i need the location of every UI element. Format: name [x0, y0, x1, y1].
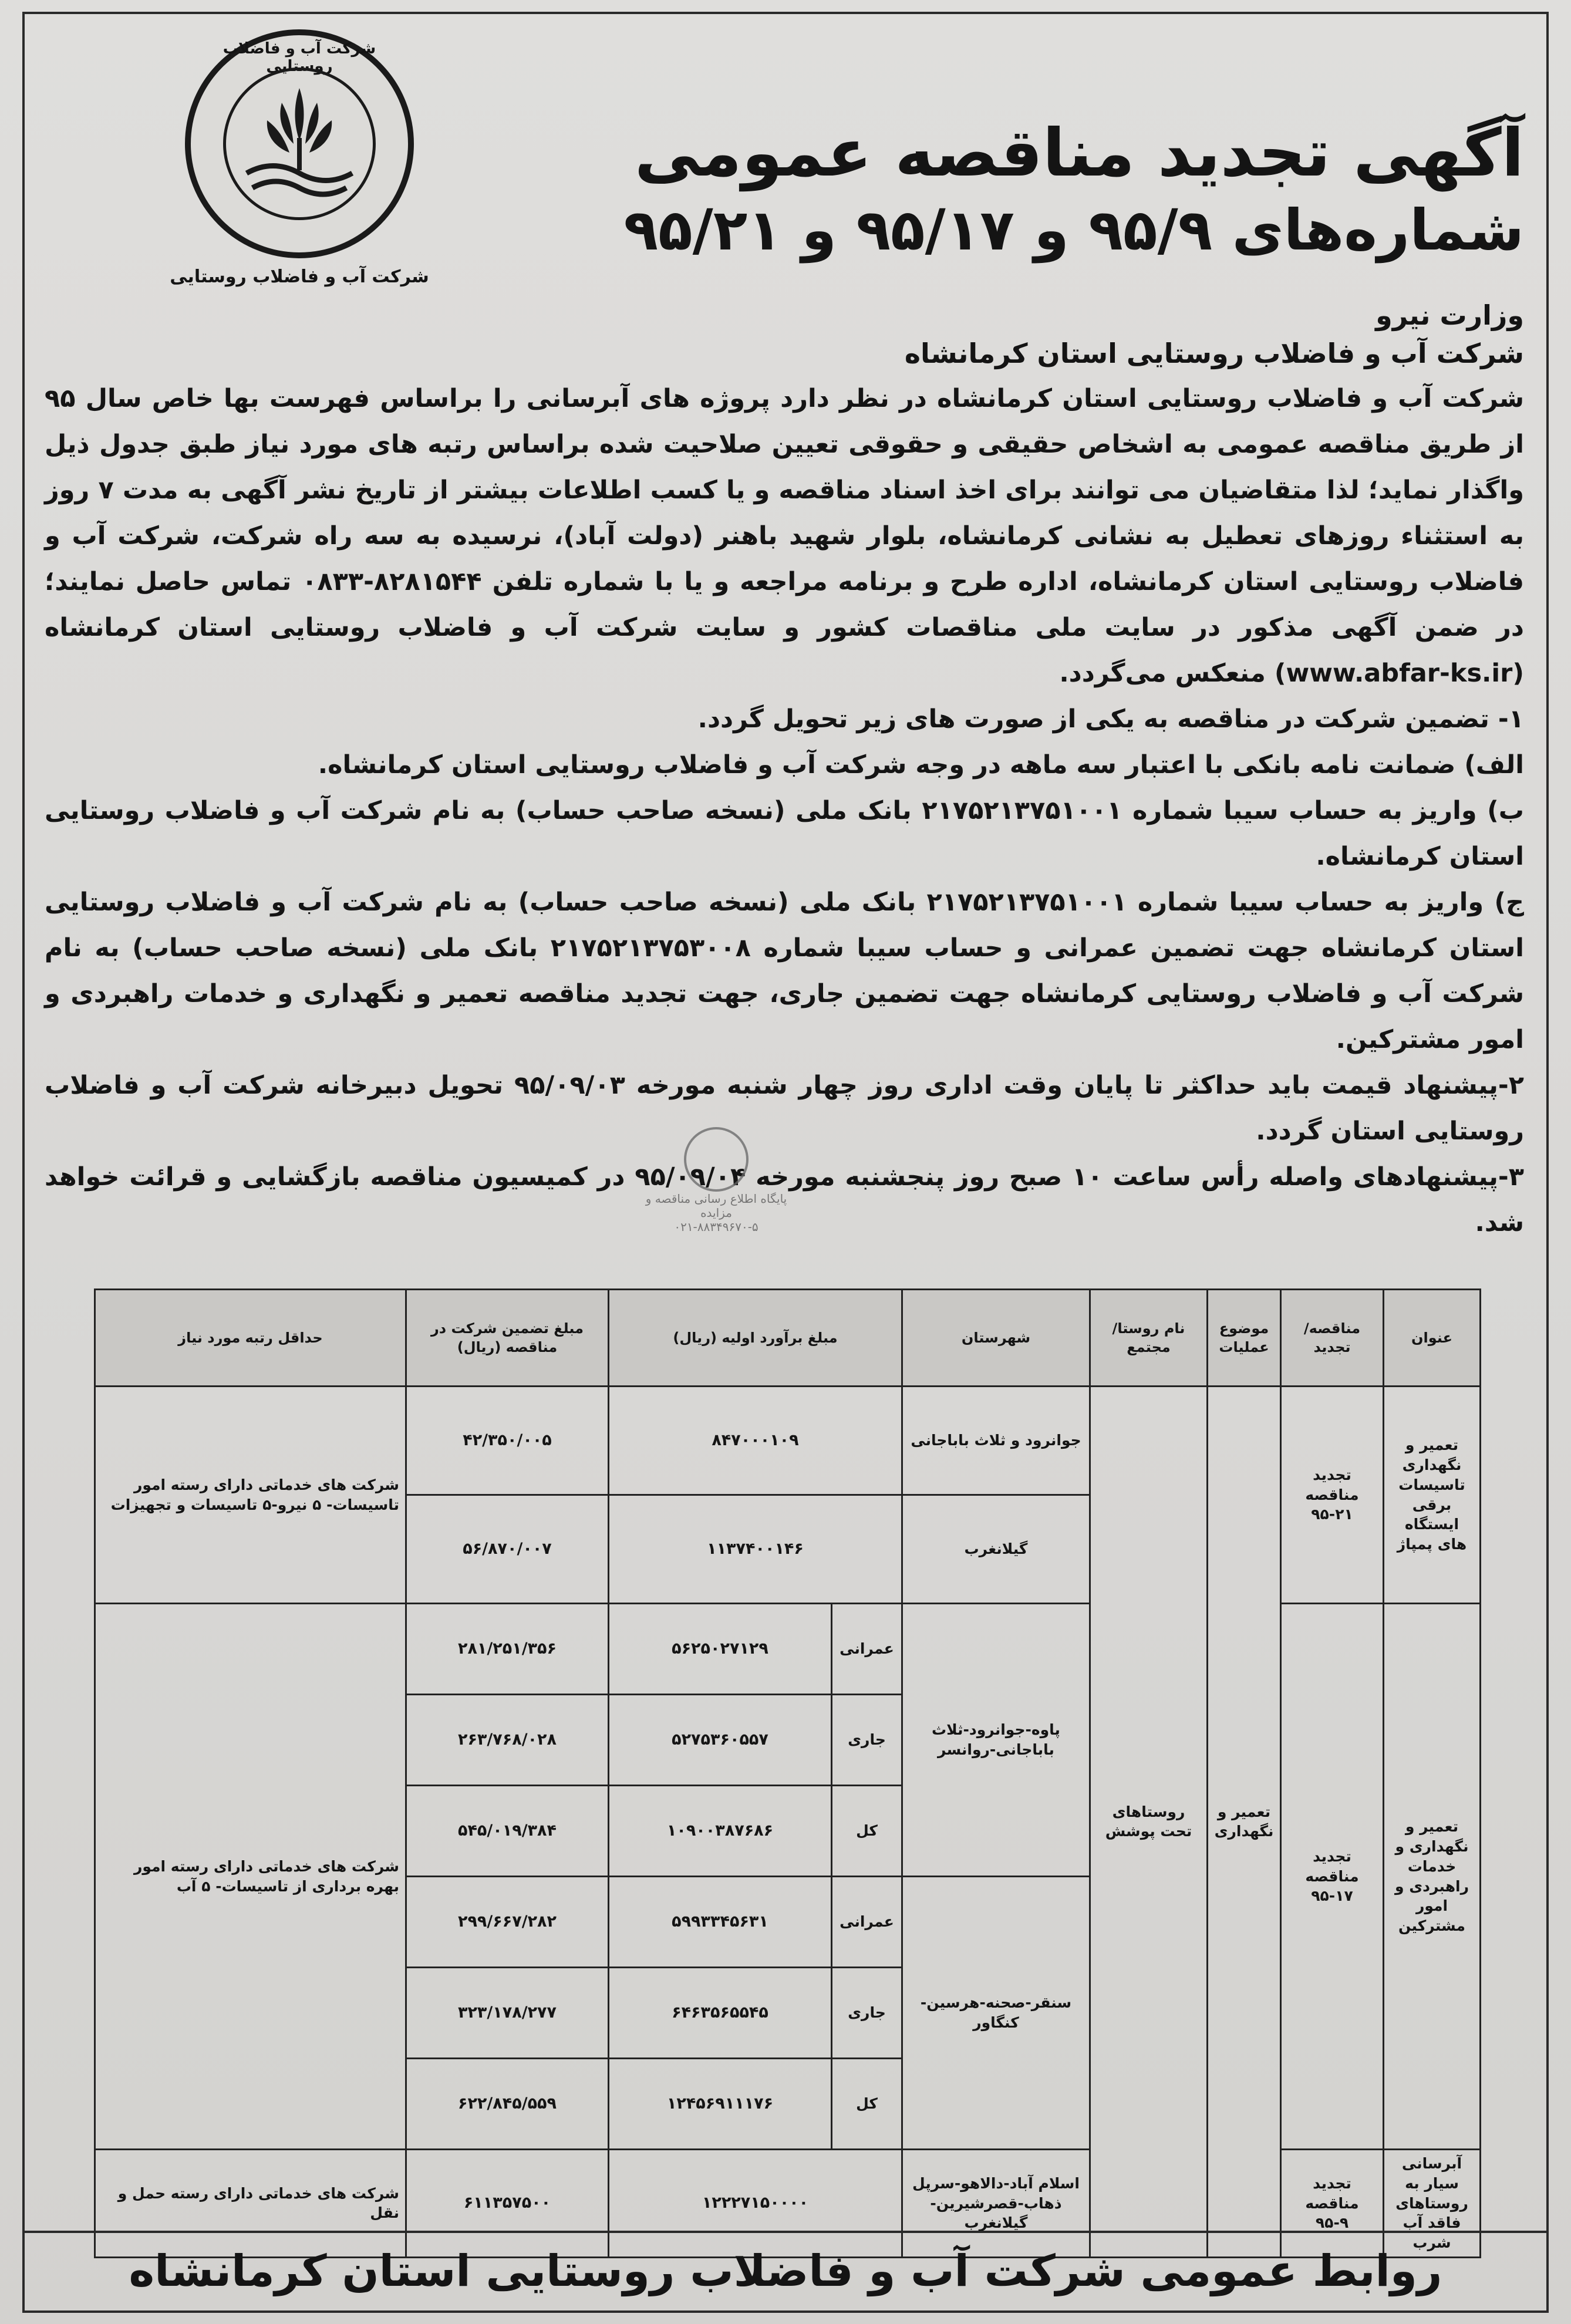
stamp-seal-icon: [684, 1127, 749, 1192]
header-tender: مناقصه/تجدید: [1281, 1290, 1384, 1387]
g2-estimate-3: ۱۰۹۰۰۳۸۷۶۸۶: [609, 1786, 832, 1877]
g1-county-1: جوانرود و ثلاث باباجانی: [902, 1387, 1090, 1495]
g3-county: اسلام آباد-دالاهو-سرپل ذهاب-قصرشیرین-گیلانغرب: [902, 2150, 1090, 2258]
g2-county-2: سنقر-صحنه-هرسین-کنگاور: [902, 1877, 1090, 2150]
g1-rank: شرکت های خدماتی دارای رسته امور تاسیسات- ۵ نیرو-۵ تاسیسات و تجهیزات: [95, 1387, 406, 1604]
g2-guarantee-1: ۲۸۱/۲۵۱/۳۵۶: [406, 1604, 609, 1695]
g2-type-4: عمرانی: [832, 1877, 902, 1968]
condition-1b: ب) واریز به حساب سیبا شماره ۲۱۷۵۲۱۳۷۵۱۰۰۱ بانک ملی (نسخه صاحب حساب) به نام شرکت آب و فاضلاب روستایی استان کرمانشاه.: [45, 796, 1524, 871]
condition-2: ۲-پیشنهاد قیمت باید حداکثر تا پایان وقت اداری روز چهار شنبه مورخه ۹۵/۰۹/۰۳ تحویل دبیرخانه شرکت آب و فاضلاب روستایی استان گردد.: [45, 1071, 1524, 1146]
g1-estimate-1: ۸۴۷۰۰۰۱۰۹: [609, 1387, 902, 1495]
g2-estimate-2: ۵۲۷۵۳۶۰۵۵۷: [609, 1695, 832, 1786]
header-operation: موضوع عملیات: [1208, 1290, 1281, 1387]
watermark-stamp: [640, 1127, 793, 1233]
g2-guarantee-2: ۲۶۳/۷۶۸/۰۲۸: [406, 1695, 609, 1786]
g2-guarantee-5: ۳۲۳/۱۷۸/۲۷۷: [406, 1968, 609, 2059]
g1-guarantee-2: ۵۶/۸۷۰/۰۰۷: [406, 1495, 609, 1604]
g2-village: روستاهای تحت پوشش: [1090, 1387, 1208, 2258]
company-logo: [159, 29, 440, 299]
g2-guarantee-3: ۵۴۵/۰۱۹/۳۸۴: [406, 1786, 609, 1877]
g1-guarantee-1: ۴۲/۳۵۰/۰۰۵: [406, 1387, 609, 1495]
g3-subject: آبرسانی سیار به روستاهای فاقد آب شرب: [1384, 2150, 1481, 2258]
company-name: شرکت آب و فاضلاب روستایی استان کرمانشاه: [904, 338, 1524, 369]
g2-estimate-5: ۶۴۶۳۵۶۵۵۴۵: [609, 1968, 832, 2059]
tender-table: [94, 1289, 1481, 2258]
stamp-line-2: ۰۲۱-۸۸۳۴۹۶۷۰-۵: [674, 1220, 758, 1234]
condition-1c: ج) واریز به حساب سیبا شماره ۲۱۷۵۲۱۳۷۵۱۰۰۱ بانک ملی (نسخه صاحب حساب) به نام شرکت آب و فاضلاب روستایی استان کرمانشاه جهت تضمین عمرانی و حساب سیبا شماره ۲۱۷۵۲۱۳۷۵۳۰۰۸ بانک ملی (نسخه صاحب حساب) به نام شرکت آب و فاضلاب روستایی کرمانشاه جهت تضمین جاری، جهت تجدید مناقصه تعمیر و نگهداری و خدمات راهبردی و امور مشترکین.: [45, 888, 1524, 1054]
header-rank: حداقل رتبه مورد نیاز: [95, 1290, 406, 1387]
g3-guarantee: ۶۱۱۳۵۷۵۰۰: [406, 2150, 609, 2258]
g2-rank: شرکت های خدماتی دارای رسته امور بهره برداری از تاسیسات- ۵ آب: [95, 1604, 406, 2150]
g3-tender: تجدید مناقصه ۹-۹۵: [1281, 2150, 1384, 2258]
condition-1a: الف) ضمانت نامه بانکی با اعتبار سه ماهه در وجه شرکت آب و فاضلاب روستایی استان کرمانشاه.: [318, 750, 1524, 780]
condition-3: ۳-پیشنهادهای واصله رأس ساعت ۱۰ صبح روز پنجشنبه مورخه ۹۵/۰۹/۰۴ در کمیسیون مناقصه بازگشایی و قرائت خواهد شد.: [45, 1162, 1524, 1237]
header-subject: عنوان: [1384, 1290, 1481, 1387]
table-header-row: [95, 1290, 1481, 1387]
intro-paragraph: شرکت آب و فاضلاب روستایی استان کرمانشاه در نظر دارد پروژه های آبرسانی را براساس فهرست بها خاص سال ۹۵ از طریق مناقصه عمومی به اشخاص حقیقی و حقوقی تعیین صلاحیت شده براساس رتبه های مورد نیاز طبق جدول ذیل واگذار نماید؛ لذا متقاضیان می توانند برای اخذ اسناد مناقصه و یا کسب اطلاعات بیشتر از تاریخ نشر آگهی به مدت ۷ روز به استثناء روزهای تعطیل به نشانی کرمانشاه، بلوار شهید باهنر (دولت آباد)، نرسیده به سه راه شرکت، شرکت آب و فاضلاب روستایی استان کرمانشاه، اداره طرح و برنامه مراجعه و یا با شماره تلفن ۸۲۸۱۵۴۴-۰۸۳۳ تماس حاصل نمایند؛ در ضمن آگهی مذکور در سایت ملی مناقصات کشور و سایت شرکت آب و فاضلاب روستایی استان کرمانشاه (www.abfar-ks.ir) منعکس می‌گردد.: [45, 384, 1525, 688]
g1-subject: تعمیر و نگهداری تاسیسات برقی ایستگاه های پمپاژ: [1384, 1387, 1481, 1604]
wheat-water-icon: [226, 70, 373, 217]
condition-1: ۱- تضمین شرکت در مناقصه به یکی از صورت های زیر تحویل گردد.: [697, 704, 1524, 734]
header-guarantee: مبلغ تضمین شرکت در مناقصه (ریال): [406, 1290, 609, 1387]
g2-type-2: جاری: [832, 1695, 902, 1786]
ministry-name: وزارت نیرو: [1376, 299, 1524, 331]
page-title: آگهی تجدید مناقصه عمومی: [634, 115, 1524, 191]
logo-ring-text: شرکت آب و فاضلاب روستایی: [222, 40, 376, 75]
tender-numbers: شماره‌های ۹۵/۹ و ۹۵/۱۷ و ۹۵/۲۱: [623, 197, 1524, 263]
table-row: [95, 1387, 1481, 1495]
header-county: شهرستان: [902, 1290, 1090, 1387]
g2-county-1: پاوه-جوانرود-ثلاث باباجانی-روانسر: [902, 1604, 1090, 1877]
logo-caption: شرکت آب و فاضلاب روستایی: [170, 267, 429, 287]
announcement-body: [45, 376, 1524, 1246]
g3-estimate: ۱۲۲۲۷۱۵۰۰۰۰: [609, 2150, 902, 2258]
g2-type-5: جاری: [832, 1968, 902, 2059]
g2-type-6: کل: [832, 2059, 902, 2150]
stamp-line-1: پایگاه اطلاع رسانی مناقصه و مزایده: [645, 1192, 787, 1220]
g2-estimate-4: ۵۹۹۳۳۴۵۶۳۱: [609, 1877, 832, 1968]
g1-estimate-2: ۱۱۳۷۴۰۰۱۴۶: [609, 1495, 902, 1604]
g2-type-3: کل: [832, 1786, 902, 1877]
header-village: نام روستا/مجتمع: [1090, 1290, 1208, 1387]
g2-estimate-6: ۱۲۴۵۶۹۱۱۱۷۶: [609, 2059, 832, 2150]
public-relations-footer: روابط عمومی شرکت آب و فاضلاب روستایی استان کرمانشاه: [22, 2231, 1549, 2313]
g2-type-1: عمرانی: [832, 1604, 902, 1695]
header-estimate: مبلغ برآورد اولیه (ریال): [609, 1290, 902, 1387]
logo-emblem: [185, 29, 414, 258]
g1-county-2: گیلانغرب: [902, 1495, 1090, 1604]
g2-guarantee-6: ۶۲۲/۸۴۵/۵۵۹: [406, 2059, 609, 2150]
g2-estimate-1: ۵۶۲۵۰۲۷۱۲۹: [609, 1604, 832, 1695]
logo-inner-circle: [223, 68, 376, 220]
g2-guarantee-4: ۲۹۹/۶۶۷/۲۸۲: [406, 1877, 609, 1968]
g2-tender: تجدید مناقصه ۱۷-۹۵: [1281, 1604, 1384, 2150]
g1-tender: تجدید مناقصه ۲۱-۹۵: [1281, 1387, 1384, 1604]
g3-rank: شرکت های خدماتی دارای رسته حمل و نقل: [95, 2150, 406, 2258]
g2-operation: تعمیر و نگهداری: [1208, 1387, 1281, 2258]
g2-subject: تعمیر و نگهداری و خدمات راهبردی و امور مشترکین: [1384, 1604, 1481, 2150]
